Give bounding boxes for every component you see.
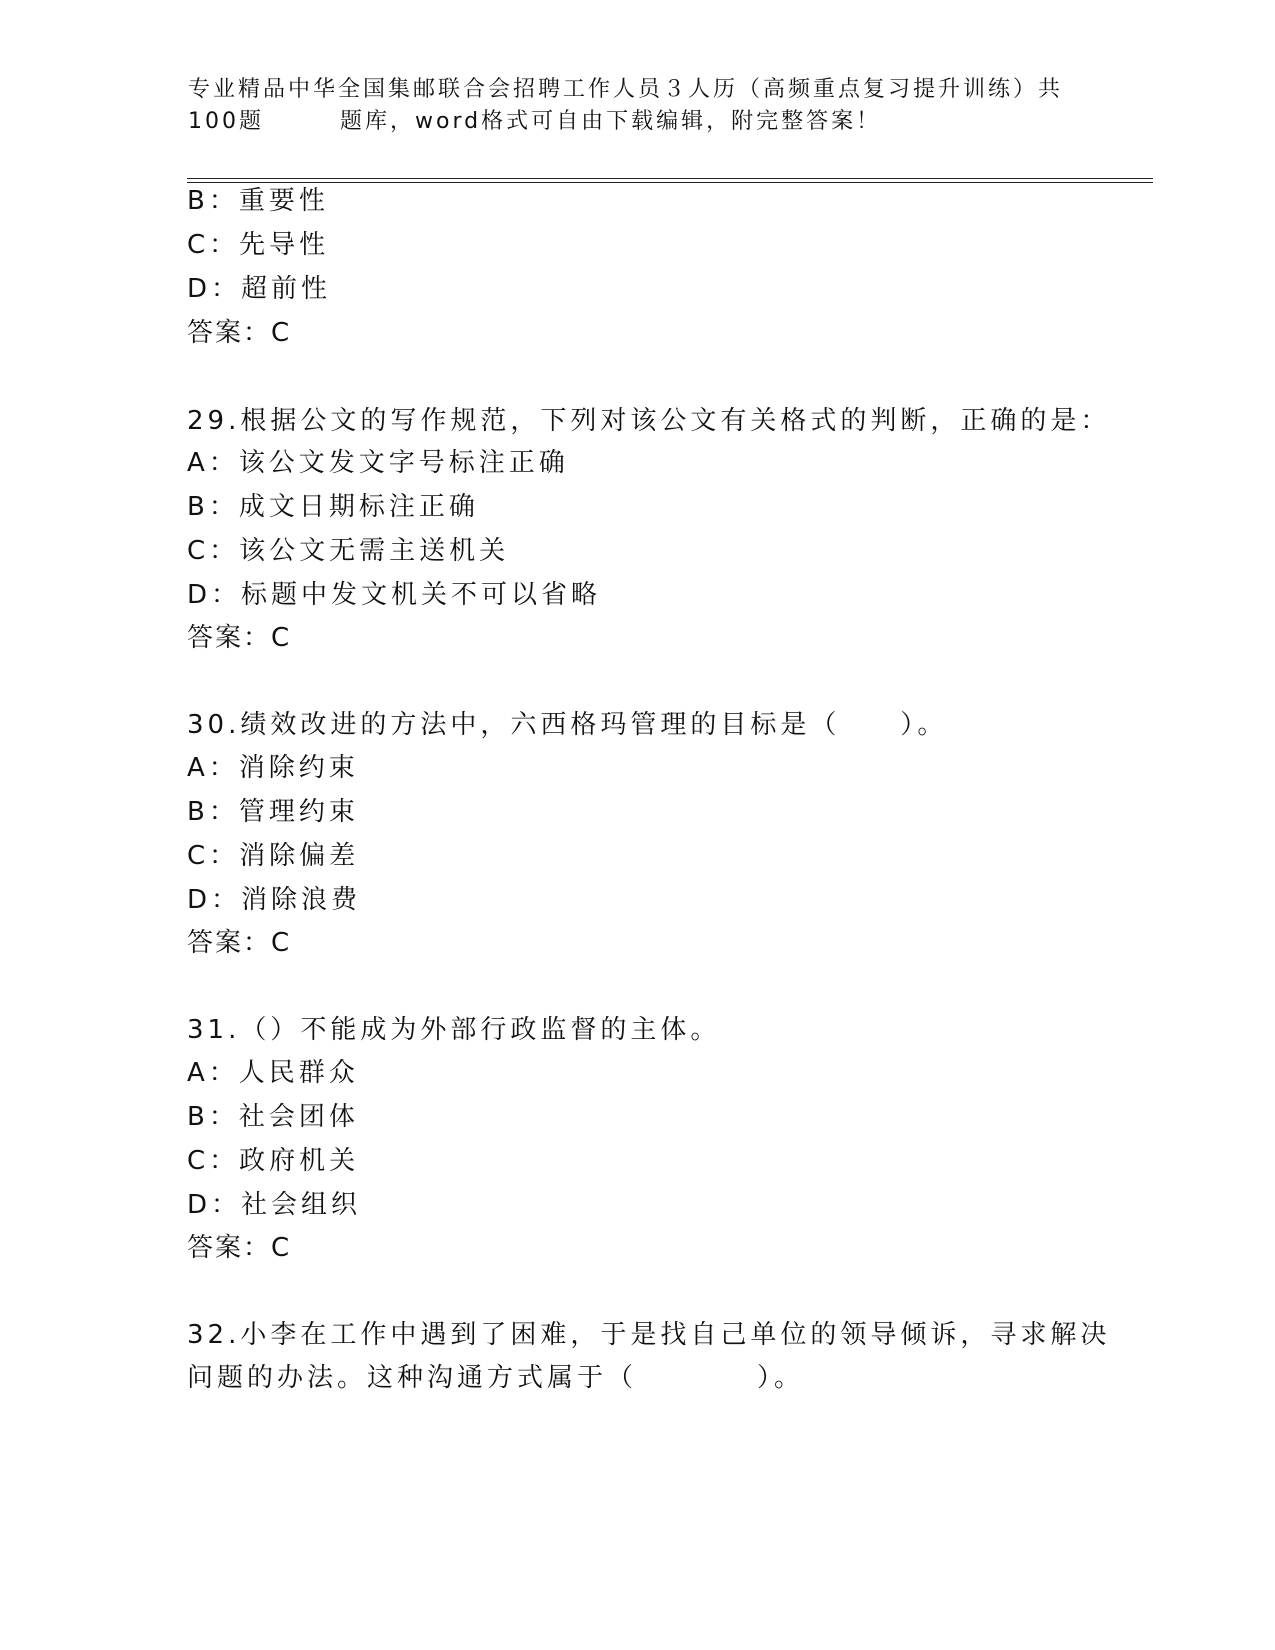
answer-line: 答案：C: [187, 318, 292, 348]
option-line: B：管理约束: [187, 797, 359, 827]
option-line: D：超前性: [187, 274, 332, 304]
page-header: [188, 74, 1088, 138]
header-question-count: 100题: [188, 109, 264, 134]
question-line: 问题的办法。这种沟通方式属于（ ）。: [187, 1363, 805, 1393]
option-line: C：政府机关: [187, 1146, 360, 1176]
answer-line: 答案：C: [187, 623, 292, 653]
option-line: A：人民群众: [187, 1058, 359, 1088]
header-subtitle: 题库，word格式可自由下载编辑，附完整答案！: [340, 109, 882, 134]
header-title-line2: [188, 106, 1088, 138]
option-line: D：社会组织: [187, 1190, 362, 1220]
option-line: D：消除浪费: [187, 885, 362, 915]
header-divider-bottom: [187, 182, 1153, 183]
option-line: B：社会团体: [187, 1102, 359, 1132]
question-line: 29.根据公文的写作规范，下列对该公文有关格式的判断，正确的是：: [187, 406, 1111, 436]
option-line: A：消除约束: [187, 753, 359, 783]
answer-line: 答案：C: [187, 928, 292, 958]
header-title-line1: 专业精品中华全国集邮联合会招聘工作人员３人历（高频重点复习提升训练）共: [188, 77, 1064, 102]
question-line: 32.小李在工作中遇到了困难，于是找自己单位的领导倾诉，寻求解决: [187, 1320, 1111, 1350]
option-line: C：消除偏差: [187, 841, 360, 871]
answer-line: 答案：C: [187, 1233, 292, 1263]
option-line: A：该公文发文字号标注正确: [187, 448, 569, 478]
question-line: 31.（）不能成为外部行政监督的主体。: [187, 1015, 721, 1045]
option-line: C：该公文无需主送机关: [187, 536, 510, 566]
option-line: D：标题中发文机关不可以省略: [187, 580, 602, 610]
option-line: B：成文日期标注正确: [187, 492, 479, 522]
option-line: C：先导性: [187, 230, 330, 260]
header-divider-top: [187, 178, 1153, 179]
option-line: B：重要性: [187, 186, 329, 216]
question-line: 30.绩效改进的方法中，六西格玛管理的目标是（ ）。: [187, 710, 948, 740]
